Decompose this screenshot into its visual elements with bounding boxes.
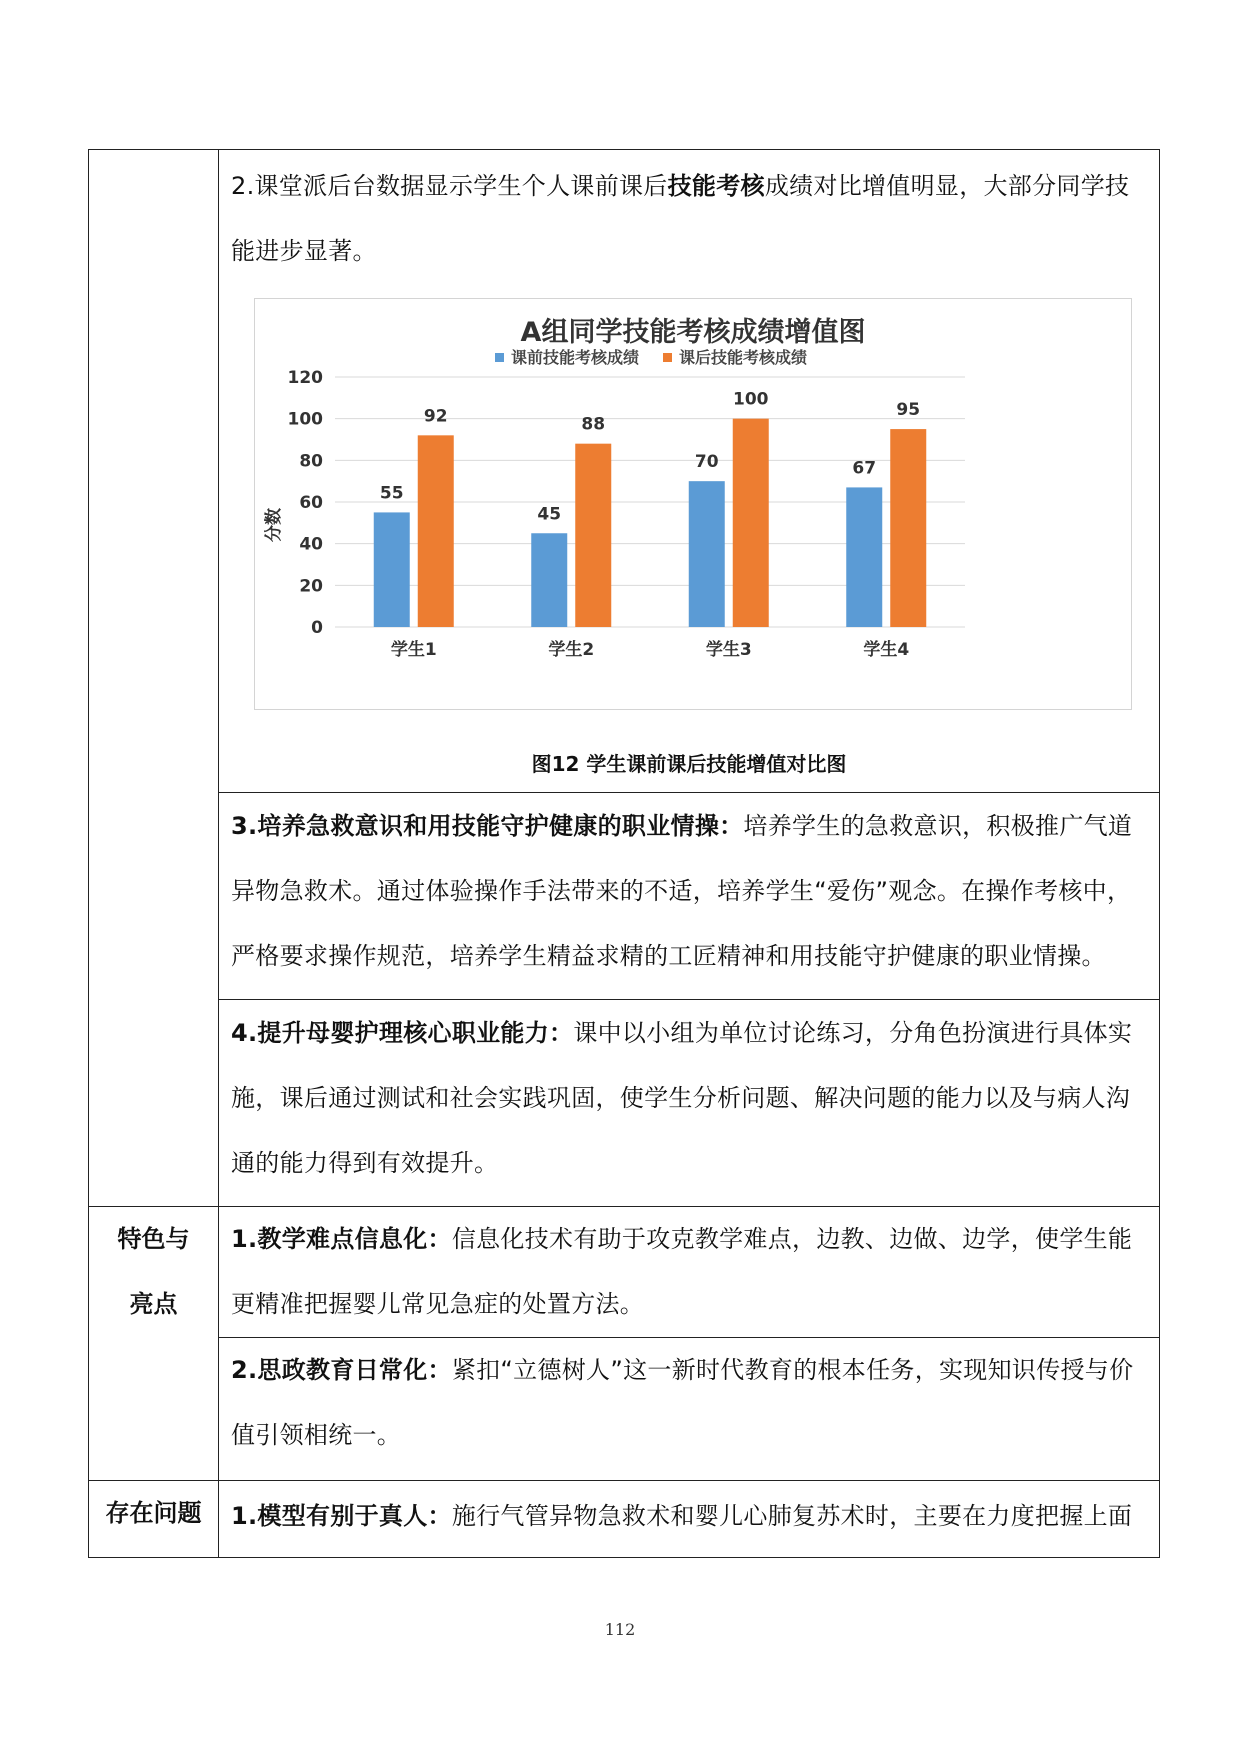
- bold-run: 2.思政教育日常化：: [231, 1356, 452, 1384]
- content-cell-skill-growth: [219, 150, 1160, 793]
- y-tick-label: 100: [287, 409, 323, 430]
- y-tick-label: 40: [299, 534, 323, 555]
- text-run: 施行气管异物急救术和婴儿心肺复苏术时，主要在力度把握上面: [451, 1502, 1133, 1530]
- figure-caption: 图12 学生课前课后技能增值对比图: [531, 752, 847, 776]
- text-run: 信息化技术有助于攻克教学难点，边教、边做、边学，使学生能更精准把握婴儿常见急症的处置方法。: [231, 1225, 1133, 1318]
- page-number: 112: [604, 1620, 636, 1639]
- y-tick-label: 20: [299, 576, 323, 597]
- data-label: 67: [852, 458, 877, 479]
- text-run: 2.课堂派后台数据显示学生个人课前课后: [231, 172, 668, 200]
- bar-after: [733, 419, 769, 627]
- chart-title: A组同学技能考核成绩增值图: [520, 317, 866, 348]
- chart-x-ticks: [391, 639, 909, 660]
- y-tick-label: 120: [287, 368, 323, 388]
- data-label: 45: [537, 504, 562, 525]
- x-tick-label: 学生2: [548, 640, 595, 660]
- bar-after: [418, 435, 454, 627]
- data-label: 92: [423, 406, 448, 427]
- legend-label: 课后技能考核成绩: [679, 348, 808, 367]
- features-label-line2: 亮点: [129, 1290, 178, 1318]
- bar-chart: [254, 298, 1132, 710]
- y-tick-label: 80: [299, 451, 323, 472]
- data-label: 95: [896, 400, 921, 421]
- bar-before: [846, 487, 882, 627]
- bold-run: 1.模型有别于真人：: [231, 1502, 452, 1530]
- chart-svg: [255, 299, 1131, 709]
- paragraph-core-ability: [219, 1001, 1159, 1196]
- text-run: 课中以小组为单位讨论练习，分角色扮演进行具体实施，课后通过测试和社会实践巩固，使学生分析问题、解决问题的能力以及与病人沟通的能力得到有效提升。: [231, 1019, 1133, 1177]
- y-tick-label: 0: [311, 618, 323, 638]
- bar-before: [531, 533, 567, 627]
- features-label-cell: [89, 1207, 219, 1481]
- legend-swatch: [495, 353, 504, 362]
- x-tick-label: 学生1: [390, 640, 437, 660]
- content-cell-problem-1: [219, 1481, 1160, 1558]
- content-cell-feature-2: [219, 1338, 1160, 1481]
- assessment-table: [88, 149, 1160, 1558]
- legend-swatch: [663, 353, 672, 362]
- text-run: 培养学生的急救意识，积极推广气道异物急救术。通过体验操作手法带来的不适，培养学生“爱伤”观念。在操作考核中，严格要求操作规范，培养学生精益求精的工匠精神和用技能守护健康的职业情操。: [231, 812, 1133, 970]
- paragraph-feature-1: [219, 1207, 1159, 1337]
- chart-bars: [374, 390, 927, 627]
- x-tick-label: 学生3: [705, 640, 752, 660]
- problems-label: 存在问题: [105, 1499, 202, 1527]
- bar-after: [890, 429, 926, 627]
- text-run: 紧扣“立德树人”这一新时代教育的根本任务，实现知识传授与价值引领相统一。: [231, 1356, 1134, 1449]
- content-cell-core-ability: [219, 1000, 1160, 1207]
- content-cell-professional-ethics: [219, 793, 1160, 1000]
- chart-y-ticks: [288, 368, 324, 638]
- paragraph-problem-1: [219, 1484, 1159, 1549]
- x-tick-label: 学生4: [863, 640, 910, 660]
- data-label: 88: [581, 414, 606, 435]
- features-label-line1: 特色与: [117, 1225, 190, 1253]
- chart-y-axis-title: 分数: [264, 508, 284, 542]
- legend-label: 课前技能考核成绩: [511, 348, 640, 367]
- bold-run: 4.提升母婴护理核心职业能力：: [231, 1019, 574, 1047]
- content-cell-feature-1: [219, 1207, 1160, 1338]
- data-label: 55: [379, 483, 404, 504]
- bar-before: [374, 512, 410, 627]
- problems-label-cell: [89, 1481, 219, 1558]
- paragraph-skill-growth: [219, 154, 1159, 284]
- empty-label-cell: [89, 150, 219, 1207]
- bold-run: 3.培养急救意识和用技能守护健康的职业情操：: [231, 812, 744, 840]
- bold-run: 1.教学难点信息化：: [231, 1225, 452, 1253]
- paragraph-professional-ethics: [219, 794, 1159, 989]
- bar-after: [575, 444, 611, 627]
- paragraph-feature-2: [219, 1338, 1159, 1468]
- data-label: 100: [733, 389, 769, 410]
- data-label: 70: [694, 452, 719, 473]
- text-run: 成绩对比增值明显，大部分同学技能进步显著。: [231, 172, 1130, 265]
- bar-before: [689, 481, 725, 627]
- bold-run: 技能考核: [667, 172, 765, 200]
- chart-legend: [495, 348, 807, 367]
- y-tick-label: 60: [299, 493, 323, 513]
